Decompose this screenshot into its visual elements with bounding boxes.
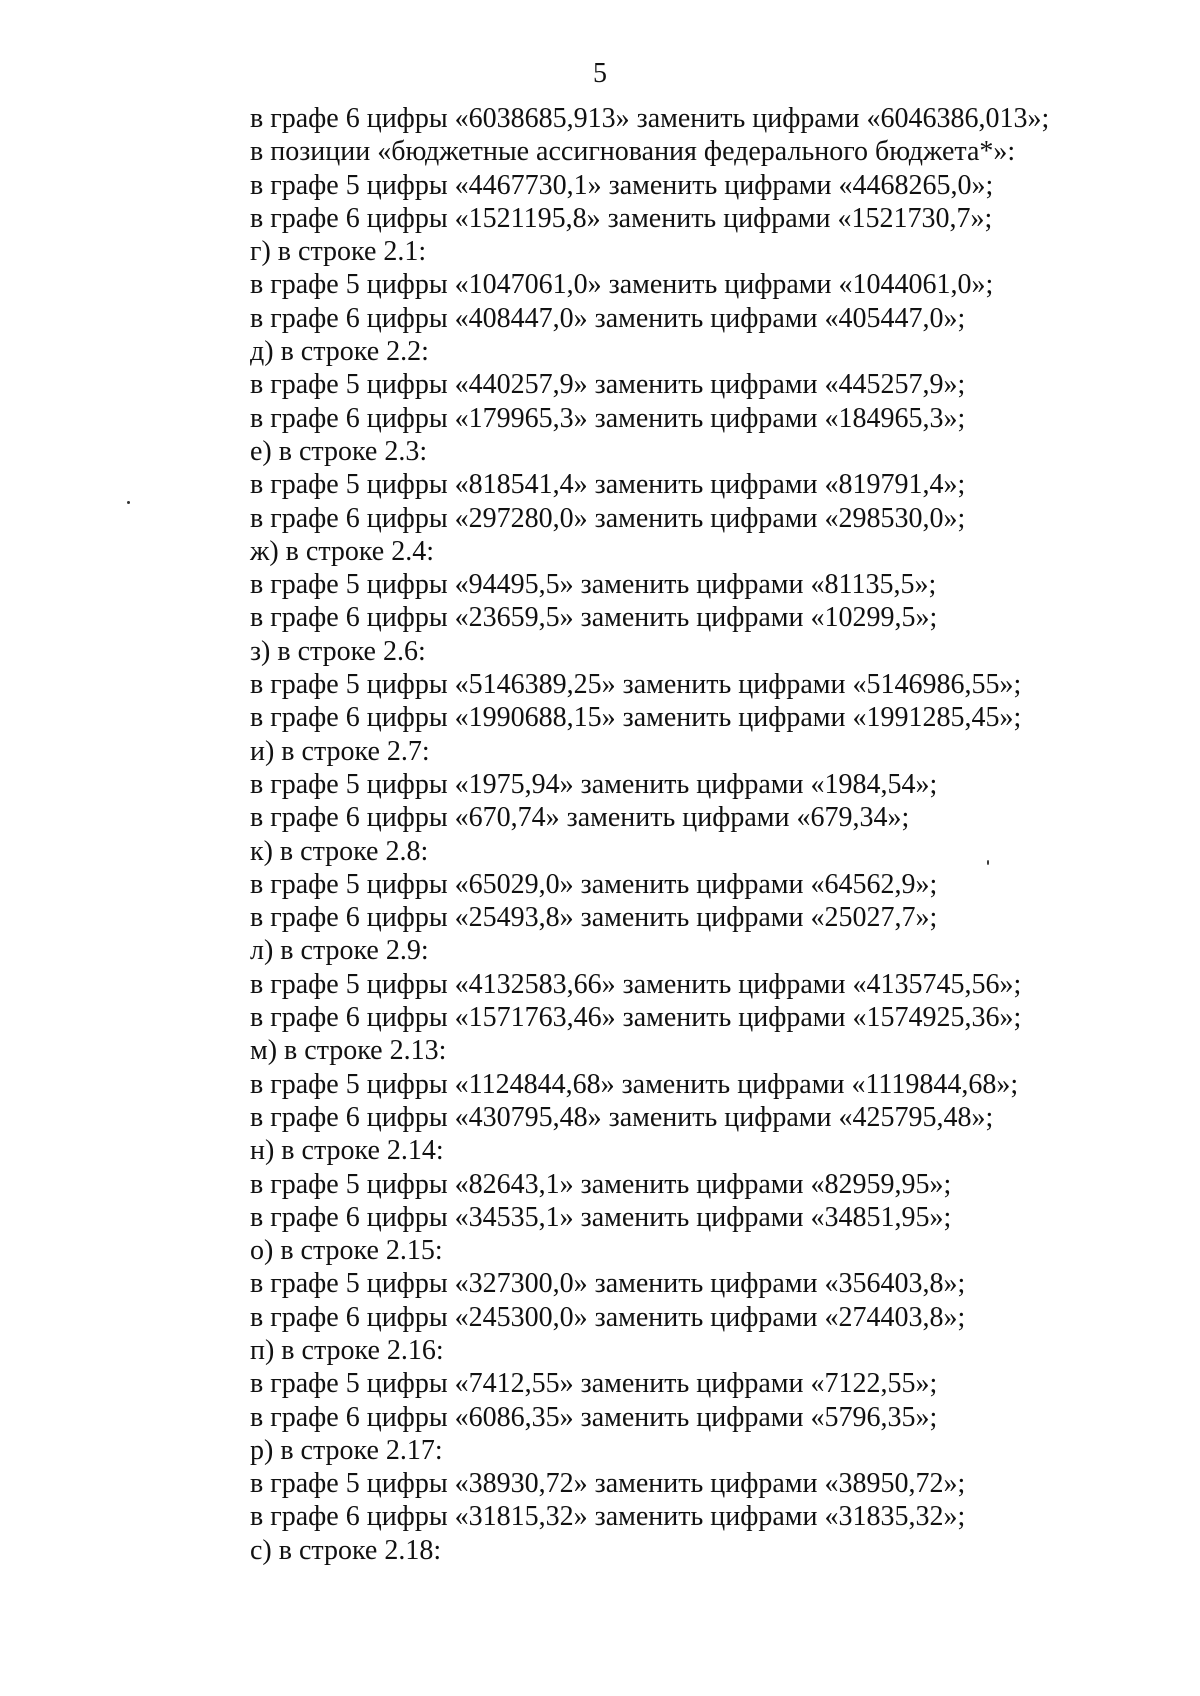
subsection-heading: л) в строке 2.9:	[250, 935, 429, 967]
text-line: в графе 5 цифры «327300,0» заменить цифрами «356403,8»;	[250, 1268, 966, 1300]
subsection-heading: и) в строке 2.7:	[250, 735, 430, 767]
text-line: в графе 6 цифры «23659,5» заменить цифрами «10299,5»;	[250, 602, 938, 634]
text-line: в графе 5 цифры «440257,9» заменить цифрами «445257,9»;	[250, 369, 966, 401]
subsection-heading: г) в строке 2.1:	[250, 236, 427, 268]
page-number: 5	[593, 58, 607, 89]
amendment-text	[250, 102, 1150, 1567]
text-line: в графе 6 цифры «6038685,913» заменить цифрами «6046386,013»;	[250, 103, 1050, 134]
text-line: в графе 6 цифры «179965,3» заменить цифрами «184965,3»;	[250, 402, 966, 434]
text-line: в графе 5 цифры «7412,55» заменить цифрами «7122,55»;	[250, 1368, 938, 1400]
subsection-heading: н) в строке 2.14:	[250, 1135, 444, 1167]
text-line: в графе 5 цифры «1047061,0» заменить цифрами «1044061,0»;	[250, 269, 994, 301]
subsection-heading: с) в строке 2.18:	[250, 1534, 442, 1566]
text-line: в графе 5 цифры «82643,1» заменить цифрами «82959,95»;	[250, 1168, 952, 1200]
scan-speck	[127, 501, 130, 504]
text-line: в графе 5 цифры «1124844,68» заменить цифрами «1119844,68»;	[250, 1068, 1019, 1100]
text-line: в графе 5 цифры «5146389,25» заменить цифрами «5146986,55»;	[250, 669, 1022, 701]
text-line: в графе 5 цифры «4467730,1» заменить цифрами «4468265,0»;	[250, 169, 994, 201]
text-line: в графе 6 цифры «31815,32» заменить цифрами «31835,32»;	[250, 1501, 966, 1533]
scan-speck	[987, 860, 989, 865]
text-line: в графе 6 цифры «1571763,46» заменить цифрами «1574925,36»;	[250, 1002, 1022, 1034]
text-line: в графе 5 цифры «38930,72» заменить цифрами «38950,72»;	[250, 1468, 966, 1500]
text-line: в графе 5 цифры «4132583,66» заменить цифрами «4135745,56»;	[250, 968, 1022, 1000]
text-line: в позиции «бюджетные ассигнования федерального бюджета*»:	[250, 136, 1016, 168]
text-line: в графе 6 цифры «6086,35» заменить цифрами «5796,35»;	[250, 1401, 938, 1433]
text-line: в графе 6 цифры «1990688,15» заменить цифрами «1991285,45»;	[250, 702, 1022, 734]
text-line: в графе 5 цифры «1975,94» заменить цифрами «1984,54»;	[250, 768, 938, 800]
subsection-heading: о) в строке 2.15:	[250, 1235, 443, 1267]
text-line: в графе 6 цифры «297280,0» заменить цифрами «298530,0»;	[250, 502, 966, 534]
subsection-heading: м) в строке 2.13:	[250, 1035, 447, 1067]
text-line: в графе 5 цифры «94495,5» заменить цифрами «81135,5»;	[250, 569, 937, 601]
text-line: в графе 6 цифры «25493,8» заменить цифрами «25027,7»;	[250, 902, 938, 934]
subsection-heading: п) в строке 2.16:	[250, 1334, 444, 1366]
subsection-heading: р) в строке 2.17:	[250, 1434, 443, 1466]
text-line: в графе 6 цифры «245300,0» заменить цифрами «274403,8»;	[250, 1301, 966, 1333]
subsection-heading: з) в строке 2.6:	[250, 635, 426, 667]
text-line: в графе 5 цифры «818541,4» заменить цифрами «819791,4»;	[250, 469, 966, 501]
text-line: в графе 6 цифры «408447,0» заменить цифрами «405447,0»;	[250, 302, 966, 334]
text-line: в графе 6 цифры «430795,48» заменить цифрами «425795,48»;	[250, 1101, 994, 1133]
subsection-heading: е) в строке 2.3:	[250, 435, 428, 467]
subsection-heading: к) в строке 2.8:	[250, 835, 429, 867]
subsection-heading: ж) в строке 2.4:	[250, 535, 435, 567]
text-line: в графе 6 цифры «670,74» заменить цифрами «679,34»;	[250, 802, 910, 834]
text-line: в графе 6 цифры «34535,1» заменить цифрами «34851,95»;	[250, 1201, 952, 1233]
subsection-heading: д) в строке 2.2:	[250, 336, 429, 368]
text-line: в графе 5 цифры «65029,0» заменить цифрами «64562,9»;	[250, 868, 938, 900]
text-line: в графе 6 цифры «1521195,8» заменить цифрами «1521730,7»;	[250, 202, 993, 234]
